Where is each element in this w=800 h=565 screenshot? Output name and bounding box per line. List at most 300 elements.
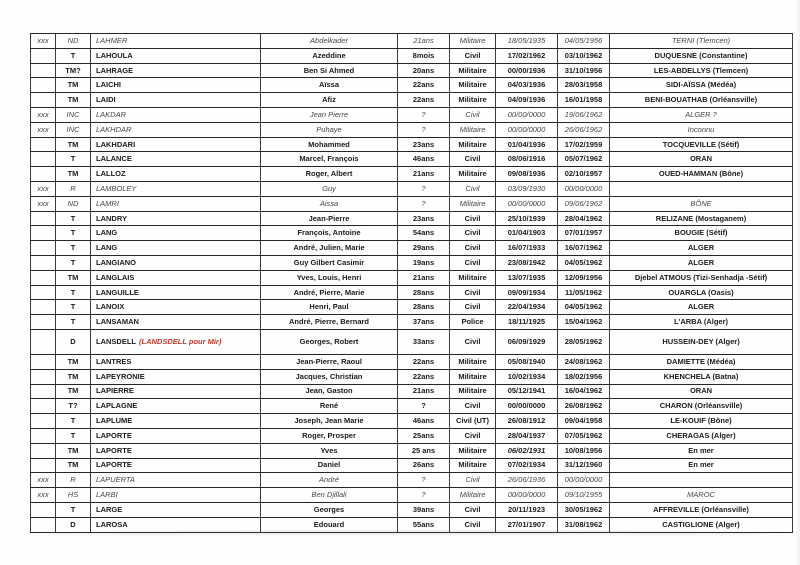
cell-mark (31, 315, 56, 330)
cell-code: T (56, 300, 91, 315)
cell-mark: xxx (31, 181, 56, 196)
cell-death: 05/07/1962 (558, 152, 610, 167)
cell-code: T (56, 315, 91, 330)
cell-code: TM (56, 93, 91, 108)
cell-place: TOCQUEVILLE (Sétif) (610, 137, 793, 152)
cell-birth: 00/00/0000 (496, 196, 558, 211)
cell-death: 03/10/1962 (558, 48, 610, 63)
cell-surname (91, 369, 261, 384)
cell-death: 31/08/1962 (558, 517, 610, 532)
cell-surname (91, 384, 261, 399)
cell-status: Militaire (450, 63, 496, 78)
cell-place: ALGER (610, 241, 793, 256)
cell-status: Civil (450, 107, 496, 122)
table-row (31, 428, 793, 443)
cell-status: Civil (450, 285, 496, 300)
cell-death: 31/10/1956 (558, 63, 610, 78)
cell-mark (31, 137, 56, 152)
table-row (31, 167, 793, 182)
cell-code: D (56, 517, 91, 532)
cell-code: T (56, 255, 91, 270)
surname-text: LAPORTE (96, 430, 132, 440)
cell-birth: 22/04/1934 (496, 300, 558, 315)
surname-text: LAKDAR (96, 109, 127, 119)
cell-code: T (56, 226, 91, 241)
cell-age: ? (398, 122, 450, 137)
cell-firstname: Guy (261, 181, 398, 196)
cell-surname (91, 107, 261, 122)
table-row (31, 315, 793, 330)
cell-code: INC (56, 122, 91, 137)
cell-place: DAMIETTE (Médéa) (610, 354, 793, 369)
cell-death: 00/00/0000 (558, 181, 610, 196)
cell-mark (31, 226, 56, 241)
surname-text: LANGUILLE (96, 287, 139, 297)
cell-death: 09/04/1958 (558, 414, 610, 429)
cell-birth: 13/07/1935 (496, 270, 558, 285)
cell-place: ALGER (610, 255, 793, 270)
table-row (31, 107, 793, 122)
cell-status: Militaire (450, 458, 496, 473)
cell-age: 39ans (398, 502, 450, 517)
cell-death: 16/04/1962 (558, 384, 610, 399)
surname-text: LAROSA (96, 519, 128, 529)
cell-code: T (56, 241, 91, 256)
surname-text: LANGLAIS (96, 272, 135, 282)
cell-birth: 16/07/1933 (496, 241, 558, 256)
cell-place: OUARGLA (Oasis) (610, 285, 793, 300)
cell-status: Civil (450, 399, 496, 414)
cell-mark (31, 369, 56, 384)
cell-death: 26/06/1962 (558, 122, 610, 137)
cell-firstname: André, Pierre, Marie (261, 285, 398, 300)
cell-death: 24/08/1962 (558, 354, 610, 369)
cell-birth: 25/10/1939 (496, 211, 558, 226)
table-row (31, 211, 793, 226)
cell-surname (91, 78, 261, 93)
cell-status: Civil (450, 473, 496, 488)
cell-birth: 09/09/1934 (496, 285, 558, 300)
cell-age: ? (398, 399, 450, 414)
cell-death: 04/05/1956 (558, 34, 610, 49)
surname-text: LAHOULA (96, 50, 133, 60)
table-row (31, 443, 793, 458)
cell-mark (31, 517, 56, 532)
surname-text: LALLOZ (96, 169, 126, 179)
cell-birth: 17/02/1962 (496, 48, 558, 63)
cell-death: 07/01/1957 (558, 226, 610, 241)
cell-mark: xxx (31, 122, 56, 137)
casualty-table-body (31, 34, 793, 533)
cell-place: ALGER (610, 300, 793, 315)
cell-place: BOUGIE (Sétif) (610, 226, 793, 241)
cell-status: Militaire (450, 384, 496, 399)
cell-mark (31, 285, 56, 300)
table-row (31, 270, 793, 285)
cell-mark (31, 354, 56, 369)
surname-text: LAIDI (96, 95, 116, 105)
surname-text: LAKHDARI (96, 139, 136, 149)
cell-birth: 00/00/0000 (496, 122, 558, 137)
cell-age: 54ans (398, 226, 450, 241)
cell-place: AFFREVILLE (Orléansville) (610, 502, 793, 517)
cell-age: 21ans (398, 34, 450, 49)
cell-code: T (56, 152, 91, 167)
cell-status: Militaire (450, 78, 496, 93)
cell-mark: xxx (31, 34, 56, 49)
cell-status: Militaire (450, 369, 496, 384)
cell-firstname: Jean, Gaston (261, 384, 398, 399)
cell-place: ORAN (610, 152, 793, 167)
cell-birth: 28/04/1937 (496, 428, 558, 443)
cell-place: MAROC (610, 488, 793, 503)
table-row (31, 517, 793, 532)
cell-surname (91, 152, 261, 167)
cell-mark (31, 211, 56, 226)
cell-age: 26ans (398, 458, 450, 473)
surname-text: LAPORTE (96, 460, 132, 470)
surname-text: LANSDELL (96, 337, 136, 346)
cell-birth: 06/02/1931 (496, 443, 558, 458)
table-row (31, 241, 793, 256)
cell-status: Militaire (450, 354, 496, 369)
cell-firstname: Mohammed (261, 137, 398, 152)
cell-code: T (56, 48, 91, 63)
cell-status: Militaire (450, 137, 496, 152)
table-row (31, 414, 793, 429)
cell-death: 28/05/1962 (558, 329, 610, 354)
cell-death: 11/05/1962 (558, 285, 610, 300)
cell-surname (91, 458, 261, 473)
cell-surname (91, 517, 261, 532)
cell-firstname: François, Antoine (261, 226, 398, 241)
cell-age: 37ans (398, 315, 450, 330)
cell-place: HUSSEIN-DEY (Alger) (610, 329, 793, 354)
cell-death: 10/08/1956 (558, 443, 610, 458)
cell-firstname: Aissa (261, 196, 398, 211)
cell-place: CHARON (Orléansville) (610, 399, 793, 414)
cell-death: 07/05/1962 (558, 428, 610, 443)
cell-age: 21ans (398, 384, 450, 399)
surname-text: LANOIX (96, 302, 125, 312)
cell-surname (91, 399, 261, 414)
cell-age: 21ans (398, 167, 450, 182)
cell-place: TERNI (Tlemcen) (610, 34, 793, 49)
cell-age: 22ans (398, 93, 450, 108)
surname-text: LANG (96, 243, 118, 253)
cell-birth: 04/03/1936 (496, 78, 558, 93)
cell-birth: 27/01/1907 (496, 517, 558, 532)
cell-death: 28/04/1962 (558, 211, 610, 226)
table-row (31, 329, 793, 354)
cell-code: T? (56, 399, 91, 414)
cell-mark (31, 78, 56, 93)
cell-firstname: René (261, 399, 398, 414)
cell-firstname: Georges (261, 502, 398, 517)
cell-firstname: Puhaye (261, 122, 398, 137)
page-edge-shading (796, 0, 800, 565)
table-row (31, 48, 793, 63)
cell-code: D (56, 329, 91, 354)
cell-mark (31, 152, 56, 167)
cell-age: 33ans (398, 329, 450, 354)
cell-death: 30/05/1962 (558, 502, 610, 517)
table-row (31, 34, 793, 49)
table-row (31, 181, 793, 196)
cell-death: 17/02/1959 (558, 137, 610, 152)
cell-mark (31, 93, 56, 108)
cell-status: Militaire (450, 443, 496, 458)
table-row (31, 137, 793, 152)
surname-text: LAMRI (96, 198, 119, 208)
cell-place: ALGER ? (610, 107, 793, 122)
cell-surname (91, 443, 261, 458)
cell-birth: 01/04/1903 (496, 226, 558, 241)
cell-age: 25 ans (398, 443, 450, 458)
table-row (31, 300, 793, 315)
cell-age: 22ans (398, 369, 450, 384)
cell-place: ORAN (610, 384, 793, 399)
cell-surname (91, 93, 261, 108)
cell-code: TM (56, 458, 91, 473)
surname-text: LAHMER (96, 35, 128, 45)
cell-birth: 26/06/1936 (496, 473, 558, 488)
cell-status: Civil (450, 48, 496, 63)
cell-mark (31, 48, 56, 63)
cell-age: 46ans (398, 414, 450, 429)
cell-code: TM (56, 443, 91, 458)
cell-status: Civil (450, 300, 496, 315)
cell-death: 04/05/1962 (558, 255, 610, 270)
table-row (31, 78, 793, 93)
cell-status: Police (450, 315, 496, 330)
cell-age: 21ans (398, 270, 450, 285)
cell-surname (91, 211, 261, 226)
cell-surname (91, 315, 261, 330)
cell-place (610, 181, 793, 196)
cell-code: T (56, 502, 91, 517)
cell-firstname: Jean-Pierre, Raoul (261, 354, 398, 369)
cell-status: Civil (450, 428, 496, 443)
table-row (31, 473, 793, 488)
cell-place: Inconnu (610, 122, 793, 137)
cell-firstname: Roger, Prosper (261, 428, 398, 443)
surname-text: LANG (96, 228, 118, 238)
surname-text: LAPLAGNE (96, 401, 138, 411)
cell-age: 46ans (398, 152, 450, 167)
surname-text: LAPEYRONIE (96, 371, 145, 381)
cell-age: ? (398, 196, 450, 211)
cell-birth: 00/00/0000 (496, 399, 558, 414)
cell-surname (91, 34, 261, 49)
cell-birth: 01/04/1936 (496, 137, 558, 152)
cell-mark (31, 428, 56, 443)
cell-place: SIDI-AÏSSA (Médéa) (610, 78, 793, 93)
surname-text: LAPIERRE (96, 386, 134, 396)
cell-death: 28/03/1958 (558, 78, 610, 93)
cell-birth: 00/00/0000 (496, 107, 558, 122)
cell-surname (91, 122, 261, 137)
cell-mark (31, 502, 56, 517)
cell-status: Civil (450, 241, 496, 256)
cell-place: En mer (610, 458, 793, 473)
cell-code: R (56, 181, 91, 196)
cell-firstname: Ben Djillali (261, 488, 398, 503)
cell-firstname: Aïssa (261, 78, 398, 93)
cell-mark (31, 443, 56, 458)
cell-place: Djebel ATMOUS (Tizi-Senhadja -Sétif) (610, 270, 793, 285)
cell-age: 22ans (398, 354, 450, 369)
cell-status: Militaire (450, 270, 496, 285)
cell-firstname: Jacques, Christian (261, 369, 398, 384)
cell-death: 09/06/1962 (558, 196, 610, 211)
cell-place: LE-KOUIF (Bône) (610, 414, 793, 429)
cell-code: T (56, 285, 91, 300)
table-row (31, 458, 793, 473)
cell-death: 19/06/1962 (558, 107, 610, 122)
cell-code: TM? (56, 63, 91, 78)
surname-text: LAPUERTA (96, 475, 135, 485)
cell-status: Militaire (450, 196, 496, 211)
cell-firstname: André, Pierre, Bernard (261, 315, 398, 330)
cell-surname (91, 48, 261, 63)
surname-text: LARGE (96, 504, 123, 514)
cell-place: CHERAGAS (Alger) (610, 428, 793, 443)
surname-text: LALANCE (96, 154, 132, 164)
surname-text: LAMBOLEY (96, 183, 137, 193)
surname-text: LANSAMAN (96, 317, 139, 327)
surname-text: LAPORTE (96, 445, 132, 455)
cell-place: LES-ABDELLYS (Tlemcen) (610, 63, 793, 78)
cell-code: T (56, 428, 91, 443)
cell-age: 29ans (398, 241, 450, 256)
table-row (31, 63, 793, 78)
table-row (31, 152, 793, 167)
cell-firstname: Yves (261, 443, 398, 458)
cell-birth: 05/08/1940 (496, 354, 558, 369)
cell-birth: 09/08/1936 (496, 167, 558, 182)
cell-place: OUED-HAMMAN (Bône) (610, 167, 793, 182)
cell-status: Civil (450, 152, 496, 167)
cell-code: TM (56, 384, 91, 399)
surname-correction-note: (LANDSDELL pour Mir) (139, 337, 222, 346)
cell-mark (31, 63, 56, 78)
cell-firstname: André (261, 473, 398, 488)
cell-status: Militaire (450, 34, 496, 49)
cell-status: Civil (450, 502, 496, 517)
cell-firstname: Edouard (261, 517, 398, 532)
cell-age: 23ans (398, 137, 450, 152)
cell-status: Civil (UT) (450, 414, 496, 429)
cell-mark (31, 270, 56, 285)
cell-mark (31, 458, 56, 473)
cell-status: Civil (450, 517, 496, 532)
cell-death: 12/09/1956 (558, 270, 610, 285)
cell-surname (91, 196, 261, 211)
cell-birth: 05/12/1941 (496, 384, 558, 399)
cell-birth: 18/05/1935 (496, 34, 558, 49)
cell-birth: 18/11/1925 (496, 315, 558, 330)
cell-age: ? (398, 181, 450, 196)
cell-age: 19ans (398, 255, 450, 270)
cell-mark (31, 414, 56, 429)
cell-code: TM (56, 369, 91, 384)
table-row (31, 384, 793, 399)
cell-age: ? (398, 473, 450, 488)
casualty-table (30, 33, 793, 533)
cell-mark (31, 384, 56, 399)
cell-firstname: Daniel (261, 458, 398, 473)
cell-code: ND (56, 196, 91, 211)
cell-firstname: Afiz (261, 93, 398, 108)
cell-code: TM (56, 167, 91, 182)
cell-birth: 04/09/1936 (496, 93, 558, 108)
cell-firstname: Joseph, Jean Marie (261, 414, 398, 429)
cell-surname (91, 241, 261, 256)
cell-surname (91, 255, 261, 270)
cell-place (610, 473, 793, 488)
cell-mark (31, 167, 56, 182)
cell-mark: xxx (31, 196, 56, 211)
surname-text: LANTRES (96, 356, 132, 366)
cell-firstname: Ben Si Ahmed (261, 63, 398, 78)
cell-birth: 00/00/0000 (496, 488, 558, 503)
cell-code: INC (56, 107, 91, 122)
cell-age: 20ans (398, 63, 450, 78)
table-row (31, 369, 793, 384)
cell-firstname: Yves, Louis, Henri (261, 270, 398, 285)
cell-code: TM (56, 78, 91, 93)
cell-firstname: Jean Pierre (261, 107, 398, 122)
cell-surname (91, 285, 261, 300)
cell-death: 04/05/1962 (558, 300, 610, 315)
cell-firstname: Jean-Pierre (261, 211, 398, 226)
cell-firstname: Roger, Albert (261, 167, 398, 182)
cell-mark (31, 300, 56, 315)
cell-death: 16/01/1958 (558, 93, 610, 108)
cell-birth: 26/08/1912 (496, 414, 558, 429)
cell-death: 02/10/1957 (558, 167, 610, 182)
cell-mark (31, 255, 56, 270)
cell-birth: 20/11/1923 (496, 502, 558, 517)
cell-status: Militaire (450, 488, 496, 503)
cell-age: 55ans (398, 517, 450, 532)
cell-surname (91, 63, 261, 78)
cell-status: Militaire (450, 122, 496, 137)
scan-shadow (36, 531, 776, 536)
cell-code: T (56, 414, 91, 429)
cell-code: HS (56, 488, 91, 503)
cell-code: ND (56, 34, 91, 49)
cell-death: 15/04/1962 (558, 315, 610, 330)
cell-code: R (56, 473, 91, 488)
cell-code: TM (56, 354, 91, 369)
cell-age: 23ans (398, 211, 450, 226)
cell-age: 8mois (398, 48, 450, 63)
cell-birth: 10/02/1934 (496, 369, 558, 384)
cell-status: Militaire (450, 167, 496, 182)
table-row (31, 255, 793, 270)
table-row (31, 354, 793, 369)
cell-surname (91, 428, 261, 443)
cell-surname (91, 181, 261, 196)
surname-text: LANDRY (96, 213, 127, 223)
cell-mark (31, 241, 56, 256)
cell-firstname: Henri, Paul (261, 300, 398, 315)
cell-mark (31, 399, 56, 414)
cell-age: 25ans (398, 428, 450, 443)
cell-death: 31/12/1960 (558, 458, 610, 473)
